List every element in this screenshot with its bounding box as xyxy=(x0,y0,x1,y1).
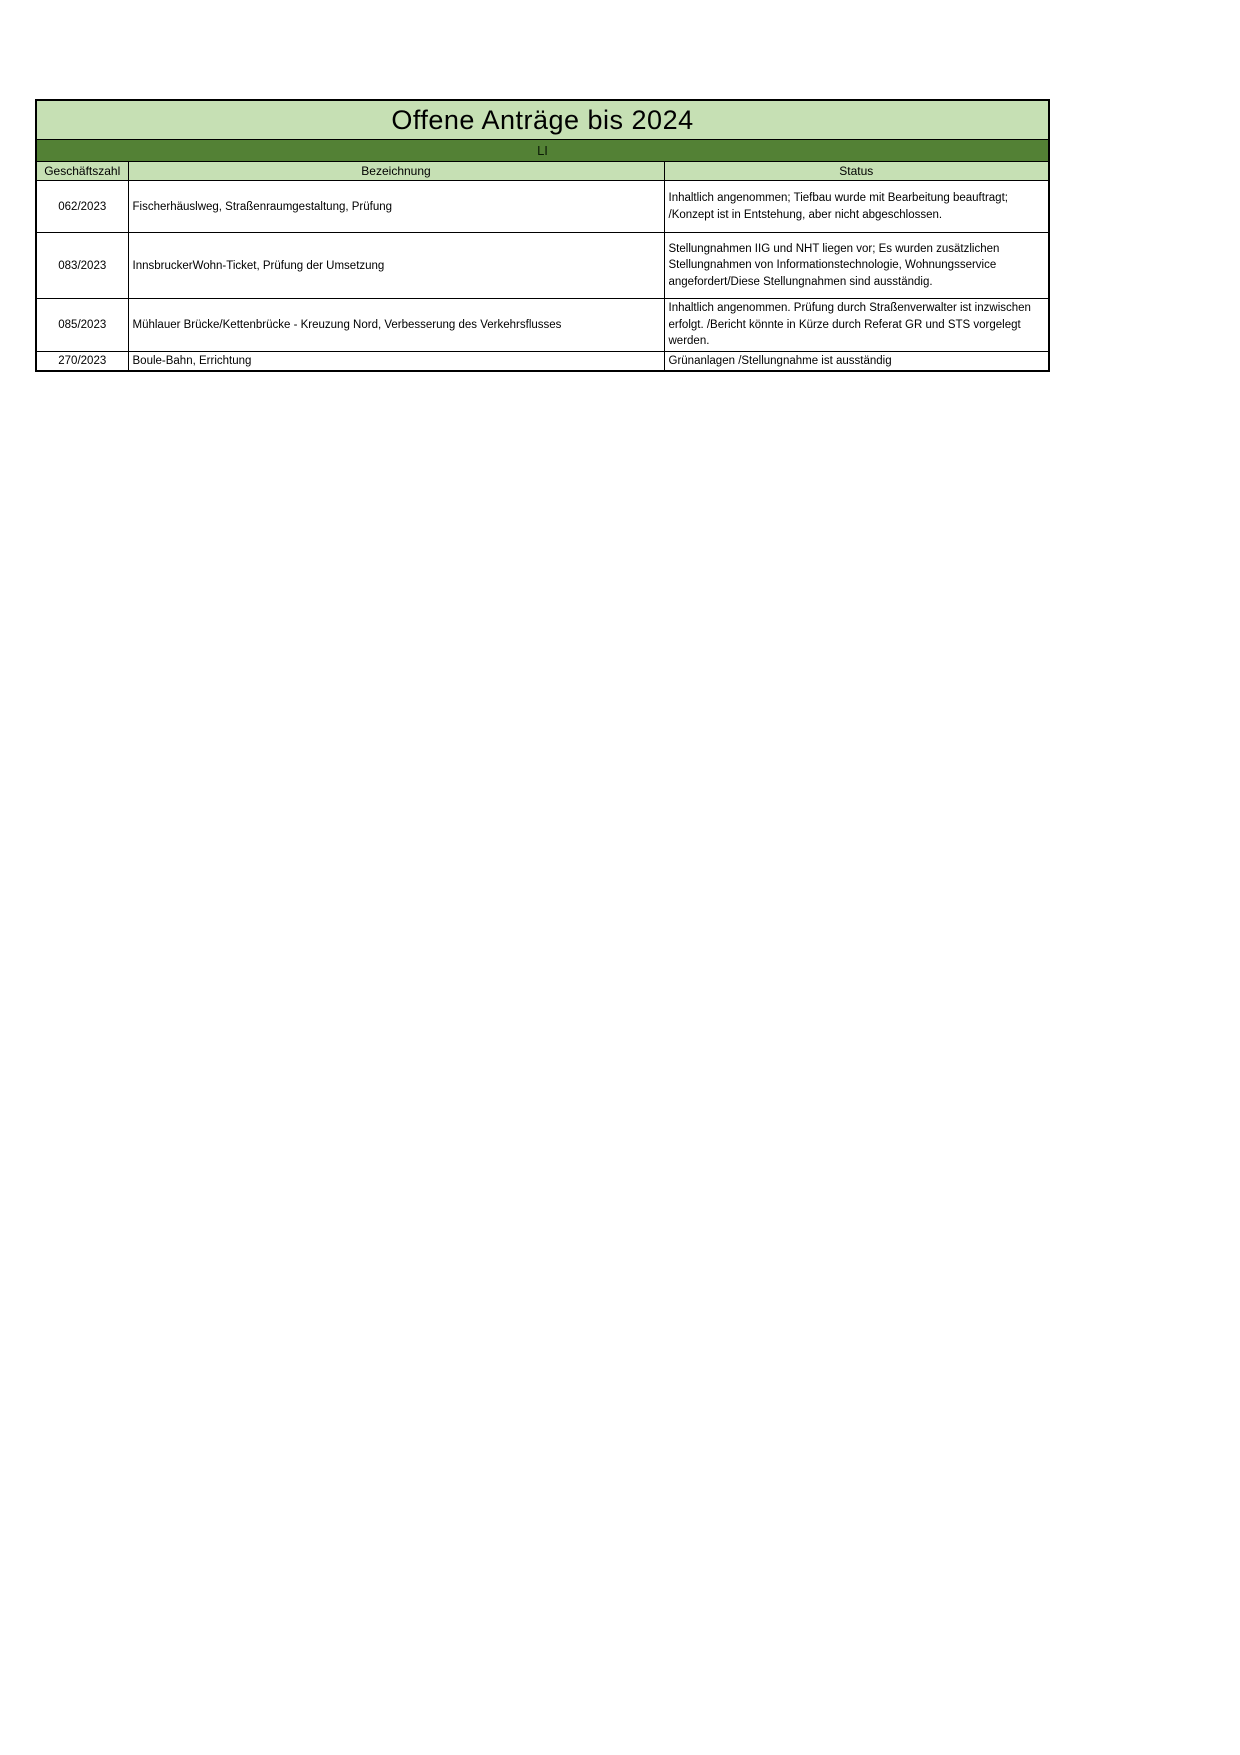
cell-status: Inhaltlich angenommen; Tiefbau wurde mit Bearbeitung beauftragt; /Konzept ist in Entstehung, aber nicht abgeschlossen. xyxy=(664,181,1049,233)
cell-geschaeftszahl: 062/2023 xyxy=(36,181,128,233)
section-band: LI xyxy=(36,140,1049,162)
column-header-bezeichnung: Bezeichnung xyxy=(128,162,664,181)
cell-status: Stellungnahmen IIG und NHT liegen vor; Es wurden zusätzlichen Stellungnahmen von Informationstechnologie, Wohnungsservice angefordert/Diese Stellungnahmen sind ausständig. xyxy=(664,233,1049,299)
cell-geschaeftszahl: 085/2023 xyxy=(36,299,128,352)
cell-bezeichnung: Fischerhäuslweg, Straßenraumgestaltung, Prüfung xyxy=(128,181,664,233)
column-header-geschaeftszahl: Geschäftszahl xyxy=(36,162,128,181)
section-row xyxy=(36,140,1049,162)
title-row xyxy=(36,100,1049,140)
cell-bezeichnung: Mühlauer Brücke/Kettenbrücke - Kreuzung Nord, Verbesserung des Verkehrsflusses xyxy=(128,299,664,352)
cell-status: Grünanlagen /Stellungnahme ist ausständig xyxy=(664,351,1049,371)
header-row xyxy=(36,162,1049,181)
table-row xyxy=(36,351,1049,371)
table-row xyxy=(36,299,1049,352)
open-requests-table xyxy=(35,99,1050,372)
cell-geschaeftszahl: 270/2023 xyxy=(36,351,128,371)
cell-status: Inhaltlich angenommen. Prüfung durch Straßenverwalter ist inzwischen erfolgt. /Bericht könnte in Kürze durch Referat GR und STS vorgelegt werden. xyxy=(664,299,1049,352)
column-header-status: Status xyxy=(664,162,1049,181)
cell-bezeichnung: Boule-Bahn, Errichtung xyxy=(128,351,664,371)
table-row xyxy=(36,181,1049,233)
page-title: Offene Anträge bis 2024 xyxy=(36,100,1049,140)
cell-bezeichnung: InnsbruckerWohn-Ticket, Prüfung der Umsetzung xyxy=(128,233,664,299)
cell-geschaeftszahl: 083/2023 xyxy=(36,233,128,299)
table-row xyxy=(36,233,1049,299)
